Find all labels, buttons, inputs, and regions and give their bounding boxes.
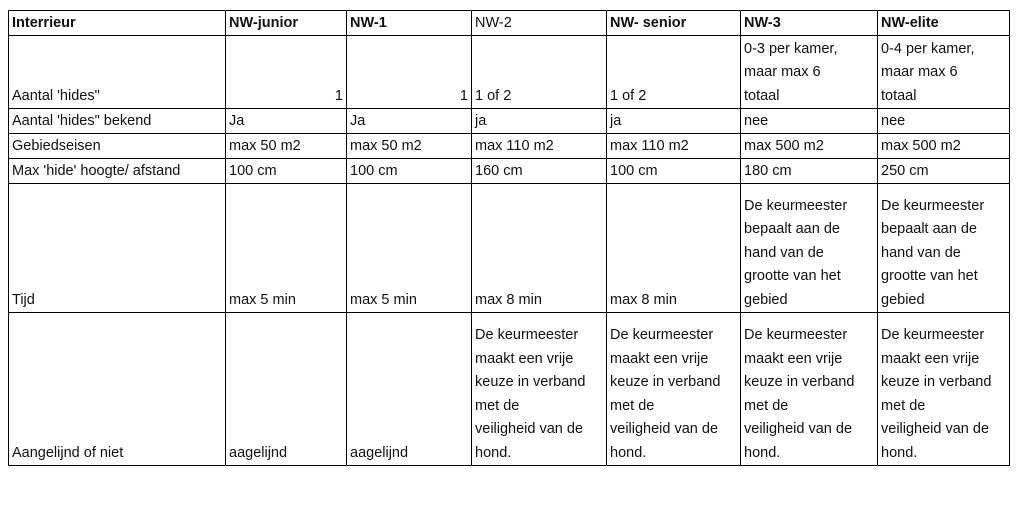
table-cell[interactable]: 100 cm	[226, 159, 347, 184]
table-cell[interactable]: max 500 m2	[878, 134, 1010, 159]
header-cell-nw-1[interactable]: NW-1	[347, 11, 472, 36]
table-cell[interactable]: 1 of 2	[607, 36, 741, 109]
table-cell[interactable]: De keurmeester maakt een vrije keuze in verband met de veiligheid van de hond.	[472, 313, 607, 466]
table-cell[interactable]: 1	[347, 36, 472, 109]
header-cell-label[interactable]: Interrieur	[9, 11, 226, 36]
row-label-max-hide-hoogte[interactable]: Max 'hide' hoogte/ afstand	[9, 159, 226, 184]
row-label-aangelijnd[interactable]: Aangelijnd of niet	[9, 313, 226, 466]
table-cell[interactable]: De keurmeester maakt een vrije keuze in verband met de veiligheid van de hond.	[607, 313, 741, 466]
table-cell[interactable]: max 5 min	[226, 184, 347, 313]
table-cell[interactable]: max 110 m2	[607, 134, 741, 159]
table-cell[interactable]: max 5 min	[347, 184, 472, 313]
header-cell-nw-elite[interactable]: NW-elite	[878, 11, 1010, 36]
header-cell-nw-3[interactable]: NW-3	[741, 11, 878, 36]
table-cell[interactable]: De keurmeester maakt een vrije keuze in verband met de veiligheid van de hond.	[878, 313, 1010, 466]
table-cell[interactable]: aagelijnd	[226, 313, 347, 466]
table-cell[interactable]: 1	[226, 36, 347, 109]
table-cell[interactable]: 0-3 per kamer, maar max 6 totaal	[741, 36, 878, 109]
table-row	[9, 313, 1010, 466]
table-cell[interactable]: max 500 m2	[741, 134, 878, 159]
table-cell[interactable]: 250 cm	[878, 159, 1010, 184]
header-cell-nw-junior[interactable]: NW-junior	[226, 11, 347, 36]
table-cell[interactable]: De keurmeester bepaalt aan de hand van de grootte van het gebied	[878, 184, 1010, 313]
table-cell[interactable]: De keurmeester bepaalt aan de hand van de grootte van het gebied	[741, 184, 878, 313]
table-row	[9, 159, 1010, 184]
table-cell[interactable]: Ja	[226, 109, 347, 134]
row-label-aantal-hides-bekend[interactable]: Aantal 'hides" bekend	[9, 109, 226, 134]
table-cell[interactable]: max 50 m2	[226, 134, 347, 159]
table-cell[interactable]: 1 of 2	[472, 36, 607, 109]
table-cell[interactable]: 180 cm	[741, 159, 878, 184]
table-cell[interactable]: 100 cm	[347, 159, 472, 184]
table-row	[9, 134, 1010, 159]
table-cell[interactable]: max 110 m2	[472, 134, 607, 159]
table-row	[9, 36, 1010, 109]
table-cell[interactable]: De keurmeester maakt een vrije keuze in verband met de veiligheid van de hond.	[741, 313, 878, 466]
table-row	[9, 109, 1010, 134]
table-cell[interactable]: aagelijnd	[347, 313, 472, 466]
table-cell[interactable]: max 8 min	[472, 184, 607, 313]
spreadsheet-table-container	[8, 10, 1010, 466]
table-cell[interactable]: ja	[472, 109, 607, 134]
table-cell[interactable]: max 8 min	[607, 184, 741, 313]
row-label-gebiedseisen[interactable]: Gebiedseisen	[9, 134, 226, 159]
table-cell[interactable]: ja	[607, 109, 741, 134]
table-cell[interactable]: nee	[878, 109, 1010, 134]
table-cell[interactable]: 160 cm	[472, 159, 607, 184]
table-cell[interactable]: 0-4 per kamer, maar max 6 totaal	[878, 36, 1010, 109]
table-cell[interactable]: max 50 m2	[347, 134, 472, 159]
table-cell[interactable]: nee	[741, 109, 878, 134]
requirements-table	[8, 10, 1010, 466]
header-row	[9, 11, 1010, 36]
row-label-aantal-hides[interactable]: Aantal 'hides"	[9, 36, 226, 109]
header-cell-nw-2[interactable]: NW-2	[472, 11, 607, 36]
row-label-tijd[interactable]: Tijd	[9, 184, 226, 313]
table-row	[9, 184, 1010, 313]
header-cell-nw-senior[interactable]: NW- senior	[607, 11, 741, 36]
table-cell[interactable]: 100 cm	[607, 159, 741, 184]
table-cell[interactable]: Ja	[347, 109, 472, 134]
